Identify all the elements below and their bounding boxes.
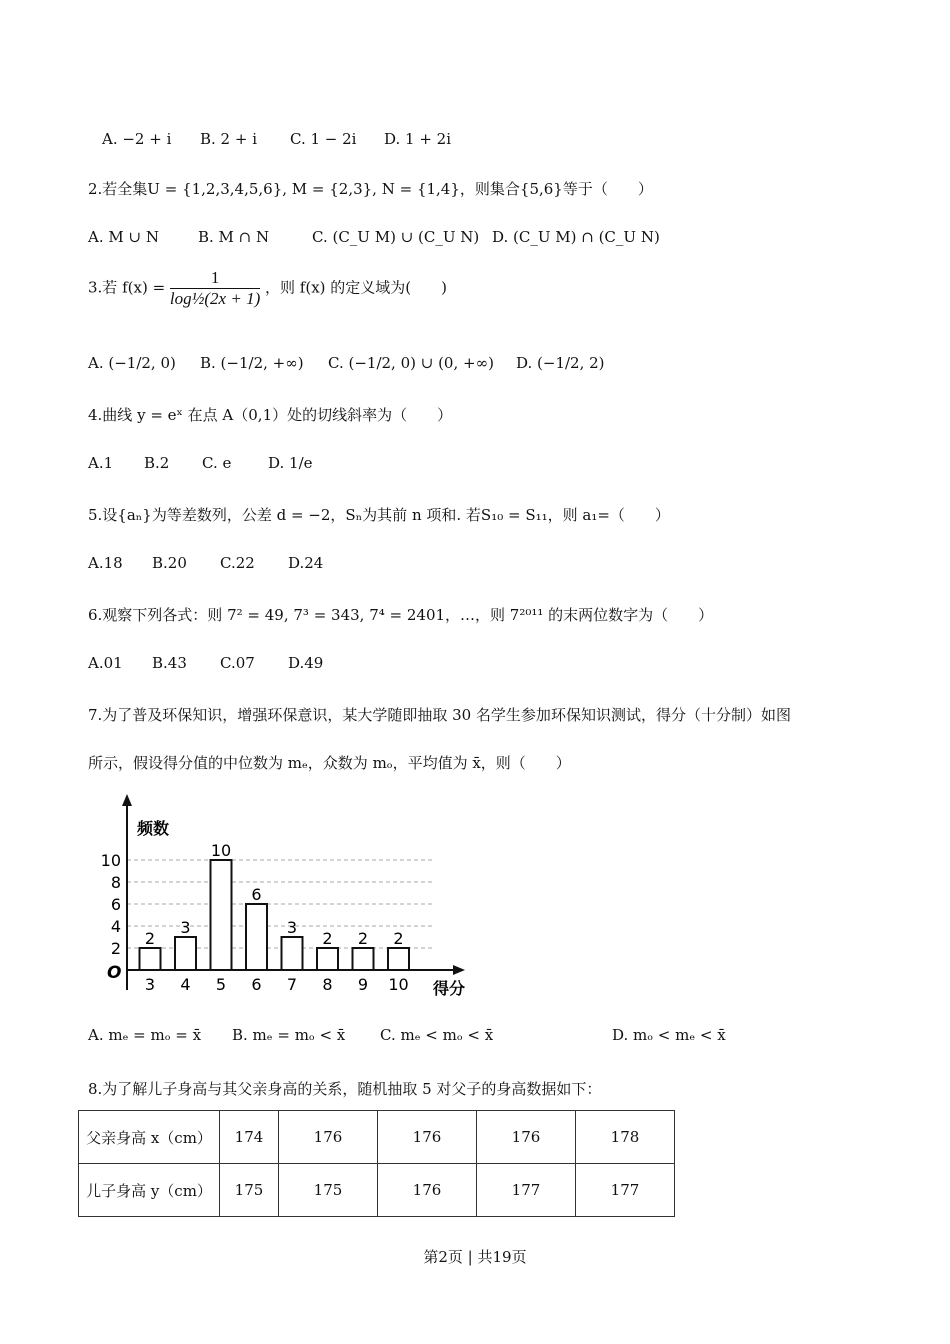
q5-option-b: B.20 xyxy=(152,554,187,572)
q5-option-a: A.18 xyxy=(88,554,123,572)
x-axis-label: 得分 xyxy=(433,979,466,998)
bar xyxy=(246,904,267,970)
q7-option-a: A. mₑ = mₒ = x̄ xyxy=(88,1026,202,1044)
q3-fraction xyxy=(170,268,260,309)
bar-value-label: 2 xyxy=(357,929,369,948)
x-tick-label: 10 xyxy=(388,975,409,994)
q7-option-b: B. mₑ = mₒ < x̄ xyxy=(232,1026,346,1044)
q3-option-a: A. (−1/2, 0) xyxy=(88,354,176,372)
bar xyxy=(140,948,161,970)
q3-stem xyxy=(88,268,447,309)
bar xyxy=(211,860,232,970)
chart-gridlines xyxy=(127,860,435,948)
q2-option-d: D. (C_U M) ∩ (C_U N) xyxy=(492,228,660,246)
x-tick-label: 5 xyxy=(215,975,227,994)
bar xyxy=(175,937,196,970)
q4-option-a: A.1 xyxy=(88,454,114,472)
y-tick-label: 4 xyxy=(110,917,121,936)
q5-option-c: C.22 xyxy=(220,554,255,572)
table-cell: 176 xyxy=(477,1111,576,1164)
page-footer: 第2页 | 共19页 xyxy=(423,1248,527,1266)
table-row xyxy=(79,1111,675,1164)
y-tick-label: 8 xyxy=(110,873,121,892)
q3-suffix: ，则 f(x) 的定义域为( ) xyxy=(265,278,447,297)
x-tick-label: 8 xyxy=(322,975,333,994)
table-cell: 176 xyxy=(378,1164,477,1217)
x-tick-label: 7 xyxy=(286,975,298,994)
q5-option-d: D.24 xyxy=(288,554,324,572)
q3-frac-denominator: log½(2x + 1) xyxy=(169,289,261,308)
table-cell: 177 xyxy=(576,1164,675,1217)
bar-value-label: 6 xyxy=(251,885,262,904)
q6-option-b: B.43 xyxy=(152,654,187,672)
bars xyxy=(140,841,410,994)
bar-value-label: 2 xyxy=(144,929,156,948)
table-cell: 177 xyxy=(477,1164,576,1217)
bar-value-label: 3 xyxy=(180,918,191,937)
x-tick-label: 9 xyxy=(357,975,369,994)
q7-line2: 所示，假设得分值的中位数为 mₑ，众数为 mₒ，平均值为 x̄，则（ ） xyxy=(88,754,571,772)
x-axis-arrow xyxy=(453,965,465,975)
table-cell: 174 xyxy=(220,1111,279,1164)
bar-value-label: 10 xyxy=(210,841,232,860)
x-tick-label: 6 xyxy=(251,975,262,994)
table-cell: 175 xyxy=(220,1164,279,1217)
q4-option-b: B.2 xyxy=(144,454,170,472)
q3-option-c: C. (−1/2, 0) ∪ (0, +∞) xyxy=(328,354,494,372)
q1-option-a: A. −2 + i xyxy=(102,130,172,148)
q4-option-d: D. 1/e xyxy=(268,454,313,472)
bar-value-label: 3 xyxy=(286,918,298,937)
q6-option-c: C.07 xyxy=(220,654,255,672)
y-tick-label: 6 xyxy=(110,895,121,914)
x-tick-label: 4 xyxy=(180,975,191,994)
table-cell: 178 xyxy=(576,1111,675,1164)
q7-option-c: C. mₑ < mₒ < x̄ xyxy=(380,1026,494,1044)
y-tick-label: 2 xyxy=(110,939,121,958)
table-row xyxy=(79,1164,675,1217)
q2-option-c: C. (C_U M) ∪ (C_U N) xyxy=(312,228,480,246)
bar xyxy=(282,937,303,970)
q3-option-b: B. (−1/2, +∞) xyxy=(200,354,304,372)
origin-label: O xyxy=(107,963,122,983)
q2-option-b: B. M ∩ N xyxy=(198,228,270,246)
table-cell: 176 xyxy=(378,1111,477,1164)
bar-value-label: 2 xyxy=(322,929,333,948)
q4-stem: 4.曲线 y = eˣ 在点 A（0,1）处的切线斜率为（ ） xyxy=(88,406,453,424)
q5-stem: 5.设{aₙ}为等差数列，公差 d = −2，Sₙ为其前 n 项和. 若S₁₀ = S₁₁，则 a₁=（ ） xyxy=(88,506,670,524)
q4-option-c: C. e xyxy=(202,454,232,472)
row-label: 儿子身高 y（cm） xyxy=(79,1164,220,1217)
x-tick-label: 3 xyxy=(144,975,156,994)
row-label: 父亲身高 x（cm） xyxy=(79,1111,220,1164)
q1-option-c: C. 1 − 2i xyxy=(290,130,357,148)
bar-value-label: 2 xyxy=(393,929,404,948)
table-cell: 175 xyxy=(279,1164,378,1217)
q2-option-a: A. M ∪ N xyxy=(88,228,159,246)
q6-stem: 6.观察下列各式：则 7² = 49, 7³ = 343, 7⁴ = 2401，…，则 7²⁰¹¹ 的末两位数字为（ ） xyxy=(88,606,714,624)
bar xyxy=(353,948,374,970)
q1-option-d: D. 1 + 2i xyxy=(384,130,452,148)
q6-option-d: D.49 xyxy=(288,654,324,672)
q3-prefix: 3.若 f(x) = xyxy=(88,278,166,297)
y-axis-arrow xyxy=(122,794,132,806)
table-cell: 176 xyxy=(279,1111,378,1164)
q1-option-b: B. 2 + i xyxy=(200,130,258,148)
q7-option-d: D. mₒ < mₑ < x̄ xyxy=(612,1026,726,1044)
q6-option-a: A.01 xyxy=(88,654,123,672)
y-tick-label: 10 xyxy=(100,851,121,870)
y-tick-labels xyxy=(101,851,121,958)
q8-stem: 8.为了解儿子身高与其父亲身高的关系，随机抽取 5 对父子的身高数据如下： xyxy=(88,1080,602,1098)
q7-line1: 7.为了普及环保知识，增强环保意识，某大学随即抽取 30 名学生参加环保知识测试，得分（十分制）如图 xyxy=(88,706,791,724)
bar xyxy=(317,948,338,970)
q3-option-d: D. (−1/2, 2) xyxy=(516,354,605,372)
q3-frac-numerator: 1 xyxy=(170,268,260,289)
q2-stem: 2.若全集U = {1,2,3,4,5,6}, M = {2,3}, N = {1,4}，则集合{5,6}等于（ ） xyxy=(88,180,653,198)
frequency-bar-chart xyxy=(95,790,485,1010)
height-data-table xyxy=(78,1110,675,1217)
bar xyxy=(388,948,409,970)
y-axis-label: 频数 xyxy=(137,819,170,838)
